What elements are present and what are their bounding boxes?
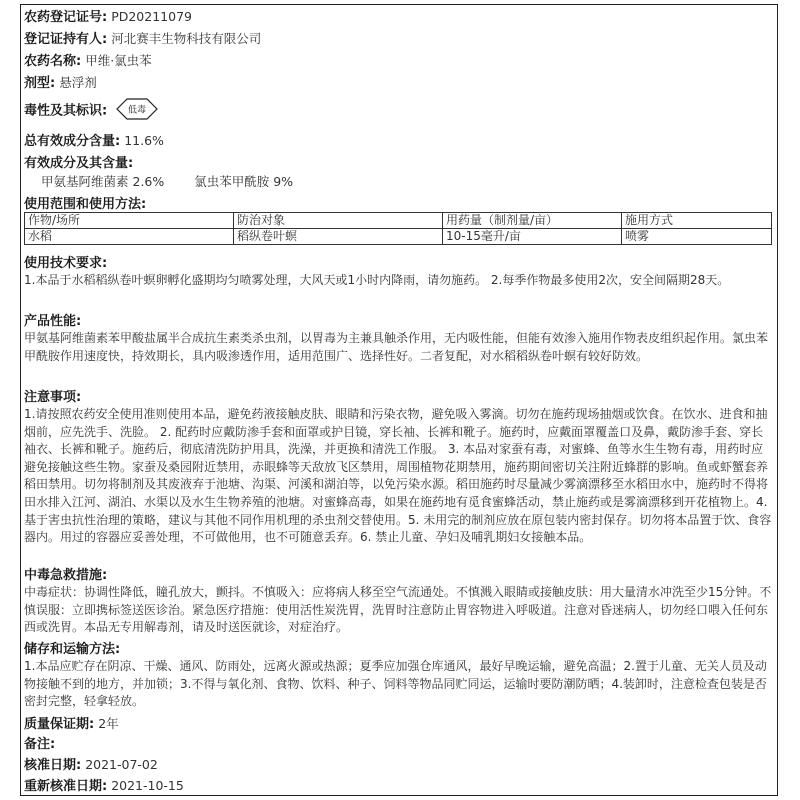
table-cell: 稻纵卷叶螟 <box>234 229 443 245</box>
approval-date-value: 2021-07-02 <box>85 757 158 772</box>
first-aid-label: 中毒急救措施: <box>24 568 108 583</box>
performance-section <box>24 313 774 365</box>
cautions-text: 1.请按照农药安全使用准则使用本品，避免药液接触皮肤、眼睛和污染衣物，避免吸入雾滴。切勿在施药现场抽烟或饮食。在饮水、进食和抽烟前，应先洗手、洗脸。 2. 配药时应戴防渗手套和面罩或护目镜，穿长袖、长裤和靴子。施药时，应戴面罩覆盖口及鼻，戴防渗手套、穿长袖衣、长裤和靴子。施药后，彻底清洗防护用具，洗澡，并更换和清洗工作服。 3. 本品对家蚕有毒，对蜜蜂、鱼等水生生物有毒，用药时应避免接触这些生物。家蚕及桑园附近禁用，赤眼蜂等天敌放飞区禁用，周围植物花期禁用，施药期间密切关注附近蜂群的影响。鱼或虾蟹套养稻田禁用。切勿将制剂及其废液弃于池塘、沟渠、河溪和湖泊等，以免污染水源。稻田施药时尽量减少雾滴漂移至水稻田水中，施药时不得将田水排入江河、湖泊、水渠以及水生生物养殖的池塘。对蜜蜂高毒，如果在施药地有觅食蜜蜂活动，禁止施药或是雾滴漂移到开花植物上。4. 基于害虫抗性治理的策略，建议与其他不同作用机理的杀虫剂交替使用。5. 未用完的制剂应放在原包装内密封保存。切勿将本品置于饮、食容器内。用过的容器应妥善处理，不可做他用，也不可随意丢弃。6. 禁止儿童、孕妇及哺乳期妇女接触本品。 <box>24 407 772 545</box>
tech-section <box>24 255 774 290</box>
usage-table <box>24 212 772 245</box>
table-header-cell: 用药量（制剂量/亩） <box>443 213 622 229</box>
tech-label: 使用技术要求: <box>24 256 108 271</box>
reg-no-value: PD20211079 <box>111 9 192 24</box>
first-aid-section <box>24 567 774 637</box>
warranty-value: 2年 <box>98 716 119 731</box>
table-header-row <box>25 213 772 229</box>
performance-label: 产品性能: <box>24 314 82 329</box>
pesticide-name-row <box>24 52 774 70</box>
toxicity-label: 毒性及其标识: <box>24 103 108 119</box>
formulation-row <box>24 74 774 92</box>
approval-date-row <box>24 756 774 774</box>
formulation-label: 剂型: <box>24 76 56 91</box>
remarks-label: 备注: <box>24 737 56 752</box>
ingredient-name: 氯虫苯甲酰胺 <box>194 174 270 189</box>
pesticide-name-label: 农药名称: <box>24 54 82 69</box>
ingredients-row <box>41 173 774 190</box>
reapproval-date-value: 2021-10-15 <box>111 778 184 793</box>
reapproval-date-row <box>24 777 774 795</box>
ingredient-value: 2.6% <box>132 174 165 189</box>
ingredients-label-row <box>24 154 774 172</box>
table-header-cell: 防治对象 <box>234 213 443 229</box>
total-content-label: 总有效成分含量: <box>24 134 121 149</box>
table-header-cell: 施用方式 <box>622 213 772 229</box>
warranty-row <box>24 715 774 733</box>
total-content-row <box>24 132 774 150</box>
reg-no-row <box>24 8 774 26</box>
approval-date-label: 核准日期: <box>24 758 82 773</box>
formulation-value: 悬浮剂 <box>59 75 97 90</box>
ingredient-value: 9% <box>273 174 294 189</box>
table-cell: 喷雾 <box>622 229 772 245</box>
storage-section <box>24 641 774 711</box>
warranty-label: 质量保证期: <box>24 717 95 732</box>
table-header-cell: 作物/场所 <box>25 213 234 229</box>
performance-text: 甲氨基阿维菌素苯甲酸盐属半合成抗生素类杀虫剂，以胃毒为主兼具触杀作用，无内吸性能，但能有效渗入施用作物表皮组织起作用。氯虫苯甲酰胺作用速度快，持效期长，具内吸渗透作用，适用范围广、选择性好。二者复配，对水稻稻纵卷叶螟有较好防效。 <box>24 331 769 363</box>
ingredient-name: 甲氨基阿维菌素 <box>41 174 129 189</box>
storage-text: 1.本品应贮存在阴凉、干燥、通风、防雨处，远离火源或热源；夏季应加强仓库通风，最好早晚运输，避免高温；2.置于儿童、无关人员及动物接触不到的地方，并加锁；3.不得与氧化剂、食物、饮料、种子、饲料等物品同贮同运，运输时要防潮防晒；4.装卸时，注意检查包装是否密封完整，轻拿轻放。 <box>24 659 767 709</box>
toxicity-row <box>24 97 774 125</box>
usage-label-row <box>24 195 774 213</box>
table-row <box>25 229 772 245</box>
tech-text: 1.本品于水稻稻纵卷叶螟卵孵化盛期均匀喷雾处理，大风天或1小时内降雨，请勿施药。 2.每季作物最多使用2次，安全间隔期28天。 <box>24 273 730 287</box>
remarks-row <box>24 735 774 753</box>
usage-label: 使用范围和使用方法: <box>24 197 147 212</box>
first-aid-text: 中毒症状：协调性降低，瞳孔放大，颤抖。不慎吸入：应将病人移至空气流通处。不慎溅入眼睛或接触皮肤：用大量清水冲洗至少15分钟。不慎误服：立即携标签送医诊治。紧急医疗措施：使用活性炭洗胃，洗胃时注意防止胃容物进入呼吸道。注意对昏迷病人，切勿经口喂入任何东西或洗胃。本品无专用解毒剂，请及时送医就诊，对症治疗。 <box>24 585 772 635</box>
reapproval-date-label: 重新核准日期: <box>24 779 108 794</box>
table-cell: 10-15毫升/亩 <box>443 229 622 245</box>
pesticide-name-value: 甲维·氯虫苯 <box>85 53 152 68</box>
holder-label: 登记证持有人: <box>24 32 108 47</box>
cautions-section <box>24 389 774 547</box>
cautions-label: 注意事项: <box>24 390 82 405</box>
toxicity-icon-text: 低毒 <box>128 105 147 116</box>
table-cell: 水稻 <box>25 229 234 245</box>
reg-no-label: 农药登记证号: <box>24 10 108 25</box>
storage-label: 储存和运输方法: <box>24 642 121 657</box>
low-toxicity-icon <box>115 97 159 125</box>
holder-row <box>24 30 774 48</box>
label-document <box>20 4 778 796</box>
holder-value: 河北赛丰生物科技有限公司 <box>111 31 262 46</box>
total-content-value: 11.6% <box>124 133 164 148</box>
ingredients-label: 有效成分及其含量: <box>24 156 134 171</box>
